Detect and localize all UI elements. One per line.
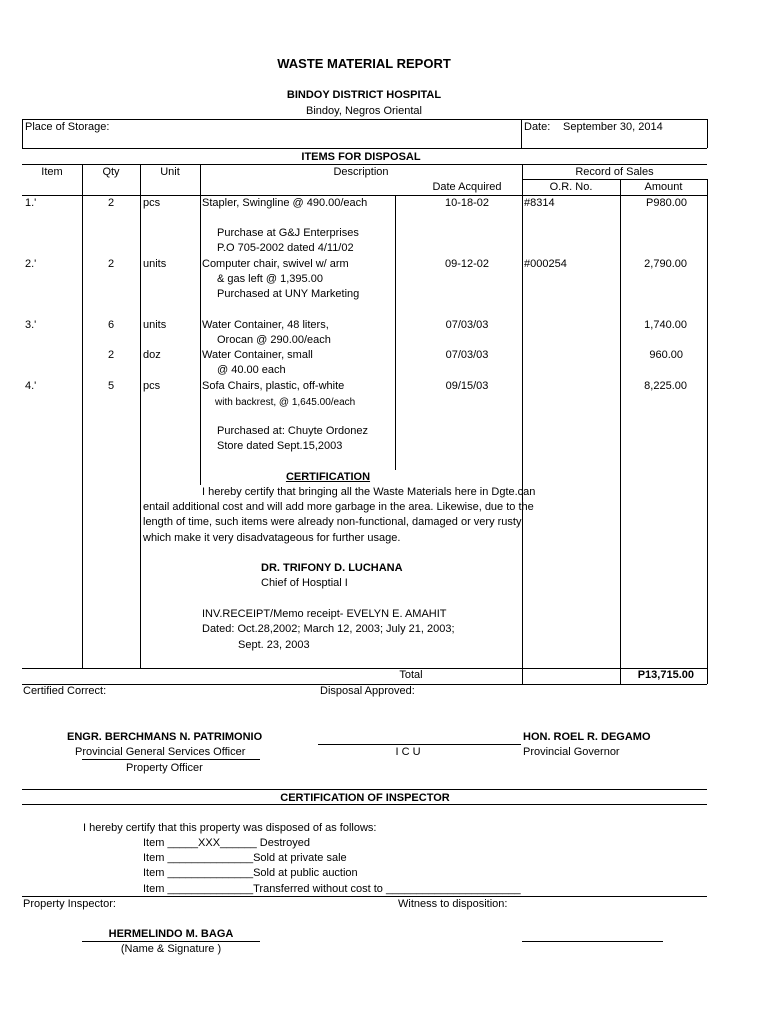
total-label: Total <box>399 669 423 681</box>
table-row-amount: P980.00 <box>646 197 687 209</box>
table-row-description: Computer chair, swivel w/ arm <box>202 258 349 270</box>
inspector-intro: I hereby certify that this property was disposed of as follows: <box>83 822 377 834</box>
officer-name: ENGR. BERCHMANS N. PATRIMONIO <box>67 731 263 743</box>
divider <box>22 668 707 669</box>
table-row-qty: 2 <box>107 258 115 270</box>
icu-label: I C U <box>395 746 421 758</box>
table-row-amount: 8,225.00 <box>644 380 687 392</box>
witness-signature-line <box>522 941 663 942</box>
table-row-item: 4.' <box>25 380 37 392</box>
date-value: September 30, 2014 <box>563 121 663 133</box>
table-row-description: Orocan @ 290.00/each <box>217 334 331 346</box>
report-title: WASTE MATERIAL REPORT <box>277 56 451 71</box>
divider <box>522 164 523 684</box>
divider <box>22 789 707 790</box>
divider <box>200 164 201 195</box>
table-row-or-no: #8314 <box>524 197 555 209</box>
receipt-dated: Dated: Oct.28,2002; March 12, 2003; July 21, 2003; <box>202 623 455 635</box>
col-header-date-acquired: Date Acquired <box>432 181 502 193</box>
table-row-description: with backrest, @ 1,645.00/each <box>215 397 356 408</box>
divider <box>22 119 707 120</box>
table-row-description: Purchased at: Chuyte Ordonez <box>217 425 369 437</box>
table-row-amount: 960.00 <box>649 349 683 361</box>
certification-title: CERTIFICATION <box>285 471 371 483</box>
governor-name: HON. ROEL R. DEGAMO <box>523 731 651 743</box>
table-row-date-acquired: 07/03/03 <box>445 349 489 361</box>
divider <box>707 179 708 684</box>
table-row-description: Purchase at G&J Enterprises <box>217 227 359 239</box>
table-row-date-acquired: 07/03/03 <box>445 319 489 331</box>
divider <box>140 164 141 668</box>
officer-title: Provincial General Services Officer <box>75 746 246 758</box>
divider <box>620 179 621 684</box>
table-row-description: Store dated Sept.15,2003 <box>217 440 343 452</box>
table-row-description: Purchased at UNY Marketing <box>217 288 360 300</box>
table-row-unit: pcs <box>143 380 161 392</box>
certification-text: length of time, such items were already non-functional, damaged or very rusty <box>143 516 522 528</box>
divider <box>22 148 707 149</box>
divider <box>318 744 521 745</box>
table-row-item: 1.' <box>25 197 37 209</box>
divider <box>22 195 707 196</box>
table-row-unit: units <box>143 319 167 331</box>
table-row-description: Sofa Chairs, plastic, off-white <box>202 380 345 392</box>
col-header-description: Description <box>333 166 389 178</box>
table-row-qty: 5 <box>107 380 115 392</box>
table-row-qty: 2 <box>107 197 115 209</box>
certification-text: I hereby certify that bringing all the Waste Materials here in Dgte.can <box>202 486 536 498</box>
disposition-line: Item _____XXX______ Destroyed <box>143 837 310 849</box>
table-row-unit: units <box>143 258 167 270</box>
items-for-disposal-title: ITEMS FOR DISPOSAL <box>301 151 421 163</box>
divider <box>22 896 707 897</box>
certified-correct-label: Certified Correct: <box>23 685 107 697</box>
table-row-description: Stapler, Swingline @ 490.00/each <box>202 197 368 209</box>
table-row-date-acquired: 09/15/03 <box>445 380 489 392</box>
disposition-line: Item ______________Sold at private sale <box>143 852 347 864</box>
table-row-qty: 2 <box>107 349 115 361</box>
table-row-description: & gas left @ 1,395.00 <box>217 273 323 285</box>
certification-text: entail additional cost and will add more garbage in the area. Likewise, due to the <box>143 501 534 513</box>
table-row-date-acquired: 09-12-02 <box>444 258 490 270</box>
divider <box>200 195 201 485</box>
divider <box>707 119 708 148</box>
divider <box>82 759 260 760</box>
col-header-unit: Unit <box>160 166 180 178</box>
name-signature-label: (Name & Signature ) <box>120 943 222 955</box>
property-inspector-label: Property Inspector: <box>23 898 116 910</box>
table-row-qty: 6 <box>107 319 115 331</box>
col-header-or-no: O.R. No. <box>549 181 593 193</box>
officer-title: Property Officer <box>126 762 203 774</box>
table-row-or-no: #000254 <box>524 258 567 270</box>
inspector-name: HERMELINDO M. BAGA <box>108 928 234 940</box>
table-row-description: P.O 705-2002 dated 4/11/02 <box>217 242 354 254</box>
inspector-certification-title: CERTIFICATION OF INSPECTOR <box>280 792 450 804</box>
table-row-item: 2.' <box>25 258 37 270</box>
disposal-approved-label: Disposal Approved: <box>320 685 415 697</box>
certification-text: which make it very disadvatageous for further usage. <box>143 532 401 544</box>
table-row-amount: 2,790.00 <box>644 258 687 270</box>
col-header-item: Item <box>41 166 63 178</box>
disposition-line: Item ______________Transferred without cost to ______________________ <box>143 883 521 895</box>
governor-title: Provincial Governor <box>523 746 620 758</box>
table-row-description: Water Container, small <box>202 349 313 361</box>
col-header-amount: Amount <box>644 181 683 193</box>
table-row-description: Water Container, 48 liters, <box>202 319 329 331</box>
total-value: P13,715.00 <box>637 669 694 681</box>
table-row-description: @ 40.00 each <box>217 364 286 376</box>
receipt-dated: Sept. 23, 2003 <box>238 639 310 651</box>
divider <box>522 179 707 180</box>
hospital-name: BINDOY DISTRICT HOSPITAL <box>286 89 442 101</box>
disposition-line: Item ______________Sold at public auction <box>143 867 358 879</box>
divider <box>82 941 260 942</box>
table-row-date-acquired: 10-18-02 <box>444 197 490 209</box>
receipt-line: INV.RECEIPT/Memo receipt- EVELYN E. AMAHIT <box>202 608 447 620</box>
col-header-record-of-sales: Record of Sales <box>575 166 654 178</box>
witness-label: Witness to disposition: <box>398 898 508 910</box>
divider <box>521 119 522 148</box>
divider <box>22 119 23 148</box>
divider <box>22 164 707 165</box>
hospital-location: Bindoy, Negros Oriental <box>306 105 422 117</box>
table-row-amount: 1,740.00 <box>644 319 687 331</box>
table-row-unit: doz <box>143 349 161 361</box>
col-header-qty: Qty <box>102 166 120 178</box>
divider <box>395 195 396 470</box>
certifier-title: Chief of Hosptial I <box>261 577 348 589</box>
date-label: Date: <box>524 121 551 133</box>
divider <box>82 164 83 668</box>
certifier-name: DR. TRIFONY D. LUCHANA <box>261 562 403 574</box>
table-row-unit: pcs <box>143 197 161 209</box>
place-of-storage-label: Place of Storage: <box>25 121 110 133</box>
table-row-item: 3.' <box>25 319 37 331</box>
